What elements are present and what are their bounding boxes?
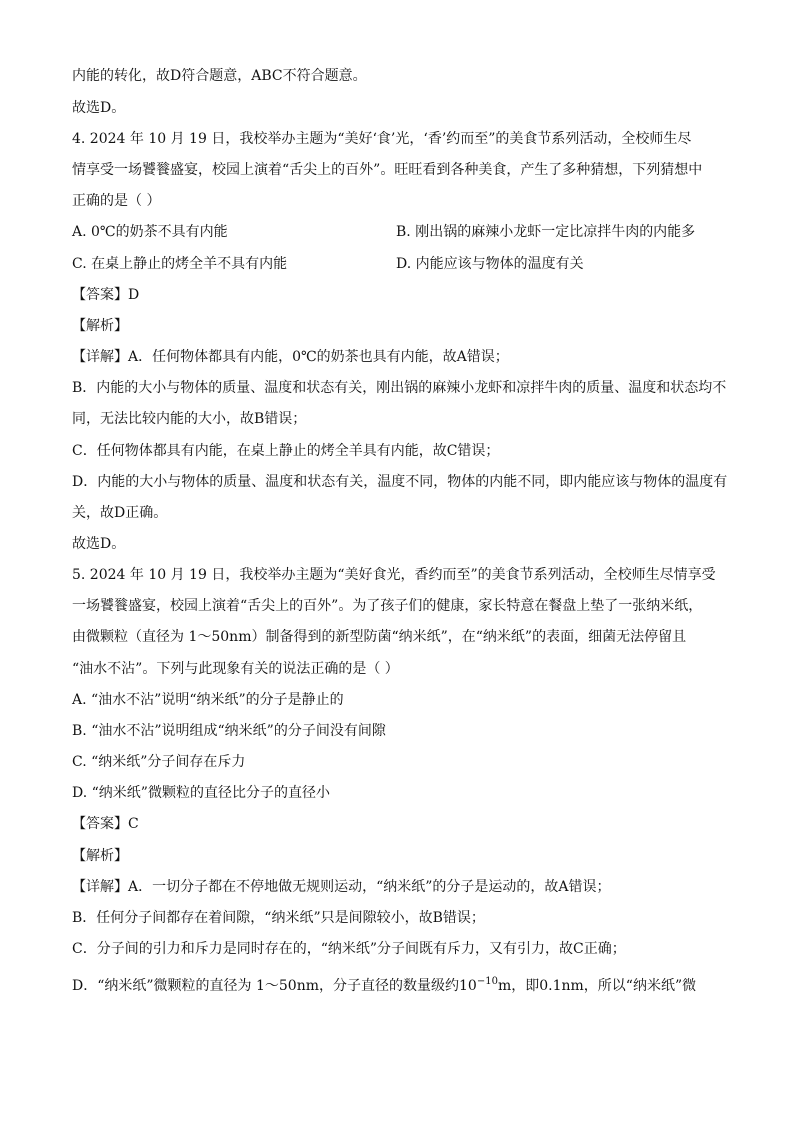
q4-answer: 【答案】D [72,287,140,303]
prev-select-line: 故选D。 [72,100,126,116]
q4-detail-line-2: B．内能的大小与物体的质量、温度和状态有关，刚出锅的麻辣小龙虾和凉拌牛肉的质量、温度和状态均不 [72,380,727,396]
q5-option-b: B. “油水不沾”说明组成“纳米纸”的分子间没有间隙 [72,723,386,739]
q5-stem-line-3: 由微颗粒（直径为 1～50nm）制备得到的新型防菌“纳米纸”，在“纳米纸”的表面，细菌无法停留且 [72,629,687,645]
q5-answer: 【答案】C [72,816,139,832]
q5-option-c: C. “纳米纸”分子间存在斥力 [72,754,246,770]
q4-detail-line-1: 【详解】A．任何物体都具有内能，0℃的奶茶也具有内能，故A错误； [72,349,509,365]
q4-detail-line-3: 同，无法比较内能的大小，故B错误； [72,411,307,427]
q4-option-c: C. 在桌上静止的烤全羊不具有内能 [72,256,288,272]
q5-detail-line-1: 【详解】A．一切分子都在不停地做无规则运动，“纳米纸”的分子是运动的，故A错误； [72,879,611,895]
q4-option-b: B. 刚出锅的麻辣小龙虾一定比凉拌牛肉的内能多 [396,224,696,240]
q5-stem-line-4: “油水不沾”。下列与此现象有关的说法正确的是（ ） [72,661,399,677]
q5-option-d: D. “纳米纸”微颗粒的直径比分子的直径小 [72,785,330,801]
q5-detail-line-4 [72,972,696,996]
q5-detail-line-2: B．任何分子间都存在着间隙，“纳米纸”只是间隙较小，故B错误； [72,910,485,926]
q4-option-d: D. 内能应该与物体的温度有关 [396,256,584,272]
q5-detail-line-4-text-b: m，即0.1nm，所以“纳米纸”微 [497,978,697,994]
q5-stem-line-2: 一场饕餮盛宴，校园上演着“舌尖上的百外”。为了孩子们的健康，家长特意在餐盘上垫了一张纳米纸， [72,598,703,614]
q4-stem-line-2: 情享受一场饕餮盛宴，校园上演着“舌尖上的百外”。旺旺看到各种美食，产生了多种猜想，下列猜想中 [72,162,703,178]
q4-stem-line-3: 正确的是（ ） [72,193,161,209]
q4-select-line: 故选D。 [72,536,126,552]
q4-detail-line-5: D．内能的大小与物体的质量、温度和状态有关，温度不同，物体的内能不同，即内能应该与物体的温度有 [72,474,728,490]
q4-analysis-heading: 【解析】 [72,318,128,334]
q5-power-base: 10 [459,978,477,994]
prev-analysis-line: 内能的转化，故D符合题意，ABC不符合题意。 [72,68,367,84]
q4-option-a: A. 0℃的奶茶不具有内能 [72,224,228,240]
q5-power-exponent: −10 [476,976,498,987]
q5-analysis-heading: 【解析】 [72,848,128,864]
q4-detail-line-4: C．任何物体都具有内能，在桌上静止的烤全羊具有内能，故C错误； [72,443,500,459]
q5-stem-line-1: 5. 2024 年 10 月 19 日，我校举办主题为“美好食光，香约而至”的美食节系列活动，全校师生尽情享受 [72,567,716,583]
q5-detail-line-4-text-a: D．“纳米纸”微颗粒的直径为 1～50nm，分子直径的数量级约 [72,978,460,994]
q4-detail-line-6: 关，故D正确。 [72,505,168,521]
q5-option-a: A. “油水不沾”说明“纳米纸”的分子是静止的 [72,692,344,708]
q5-detail-line-3: C．分子间的引力和斥力是同时存在的，“纳米纸”分子间既有斥力，又有引力，故C正确； [72,941,626,957]
q4-stem-line-1: 4. 2024 年 10 月 19 日，我校举办主题为“美好‘食’光，‘香’约而至”的美食节系列活动，全校师生尽 [72,131,692,147]
